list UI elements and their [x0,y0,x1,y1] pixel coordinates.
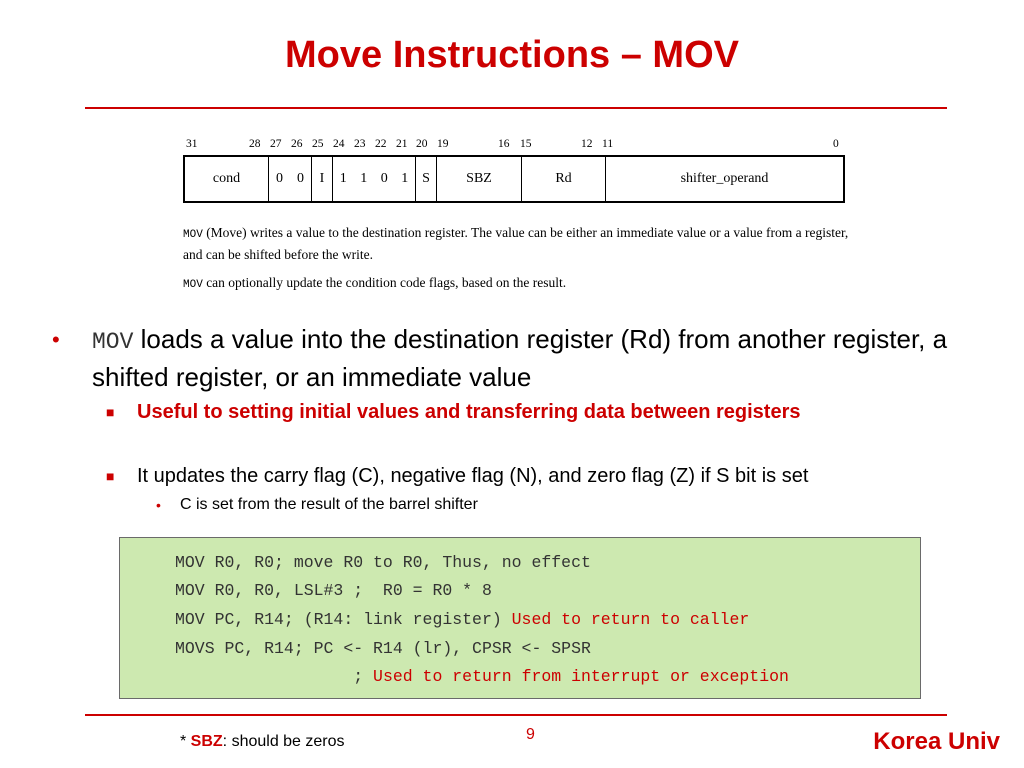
field-opcode-bit: 1 [339,171,347,186]
instruction-encoding-table [183,155,845,203]
field-opcode-bit: 1 [360,171,368,186]
code-text: MOV PC, R14; (R14: link register) [175,610,512,629]
code-line-1: MOV R0, R0; move R0 to R0, Thus, no effect [175,553,591,572]
title-divider [85,107,947,109]
field-bit-26: 0 [297,171,304,186]
bit-number: 22 [375,138,387,150]
bit-number: 19 [437,138,449,150]
bullet-main-body: loads a value into the destination register (Rd) from another register, a shifted register, or an immediate value [92,324,948,392]
bit-number: 15 [520,138,532,150]
code-line-4: MOVS PC, R14; PC <- R14 (lr), CPSR <- SPSR [175,639,591,658]
field-sbz: SBZ [437,157,522,201]
code-comment: Used to return to caller [511,610,750,629]
description-text: can optionally update the condition code flags, based on the result. [202,275,567,290]
code-line-2: MOV R0, R0, LSL#3 ; R0 = R0 * 8 [175,581,492,600]
bullet-sub-2-child-text: C is set from the result of the barrel shifter [180,496,478,513]
field-opcode-bit: 1 [401,171,409,186]
code-line-3 [175,610,749,629]
bit-number: 20 [416,138,428,150]
code-line-5 [175,667,789,686]
bullet-sub-2-text: It updates the carry flag (C), negative flag (N), and zero flag (Z) if S bit is set [137,465,809,487]
field-shifter-operand: shifter_operand [680,171,769,186]
slide-title: Move Instructions – MOV [285,34,739,76]
encoding-description-2 [183,273,863,295]
footnote-prefix: * [180,733,191,750]
footnote-term: SBZ [190,733,223,750]
field-opcode-bit: 0 [380,171,388,186]
bit-number: 11 [602,138,614,150]
field-bits-27-26 [269,157,312,201]
bit-number: 26 [291,138,303,150]
code-example-box [119,537,921,699]
field-immediate-flag: I [312,157,333,201]
bit-number: 0 [833,138,839,150]
bit-number: 25 [312,138,324,150]
bullet-sub-1-text: Useful to setting initial values and transferring data between registers [137,401,801,423]
square-bullet-icon: ■ [106,404,115,420]
footer-divider [85,714,947,716]
mnemonic-text: MOV [183,279,203,291]
bit-number: 23 [354,138,366,150]
field-rd: Rd [522,157,606,201]
description-text: (Move) writes a value to the destination register. The value can be either an immediate value or a value from a register, and can be shifted before the write. [183,225,849,262]
footer-brand: Korea Univ [873,728,1000,755]
field-opcode [333,157,416,201]
code-text: ; [175,667,374,686]
mnemonic-text: MOV [183,229,203,241]
bit-number: 21 [396,138,408,150]
bullet-mnemonic: MOV [92,329,134,355]
bullet-dot-icon: • [52,327,60,352]
page-number: 9 [526,726,535,743]
bit-number: 12 [581,138,593,150]
bit-number-row [180,138,850,152]
bit-number: 24 [333,138,345,150]
bullet-dot-icon: • [156,497,161,513]
bit-number: 31 [186,138,198,150]
field-bit-27: 0 [276,171,283,186]
code-comment: Used to return from interrupt or exception [373,667,789,686]
encoding-description-1 [183,223,863,264]
bit-number: 16 [498,138,510,150]
field-cond: cond [185,157,269,201]
square-bullet-icon: ■ [106,468,115,484]
footnote-text: : should be zeros [222,733,345,750]
bit-number: 28 [249,138,261,150]
field-s-bit: S [416,157,437,201]
bit-number: 27 [270,138,282,150]
bullet-main-text [92,322,972,395]
footnote [180,733,345,751]
